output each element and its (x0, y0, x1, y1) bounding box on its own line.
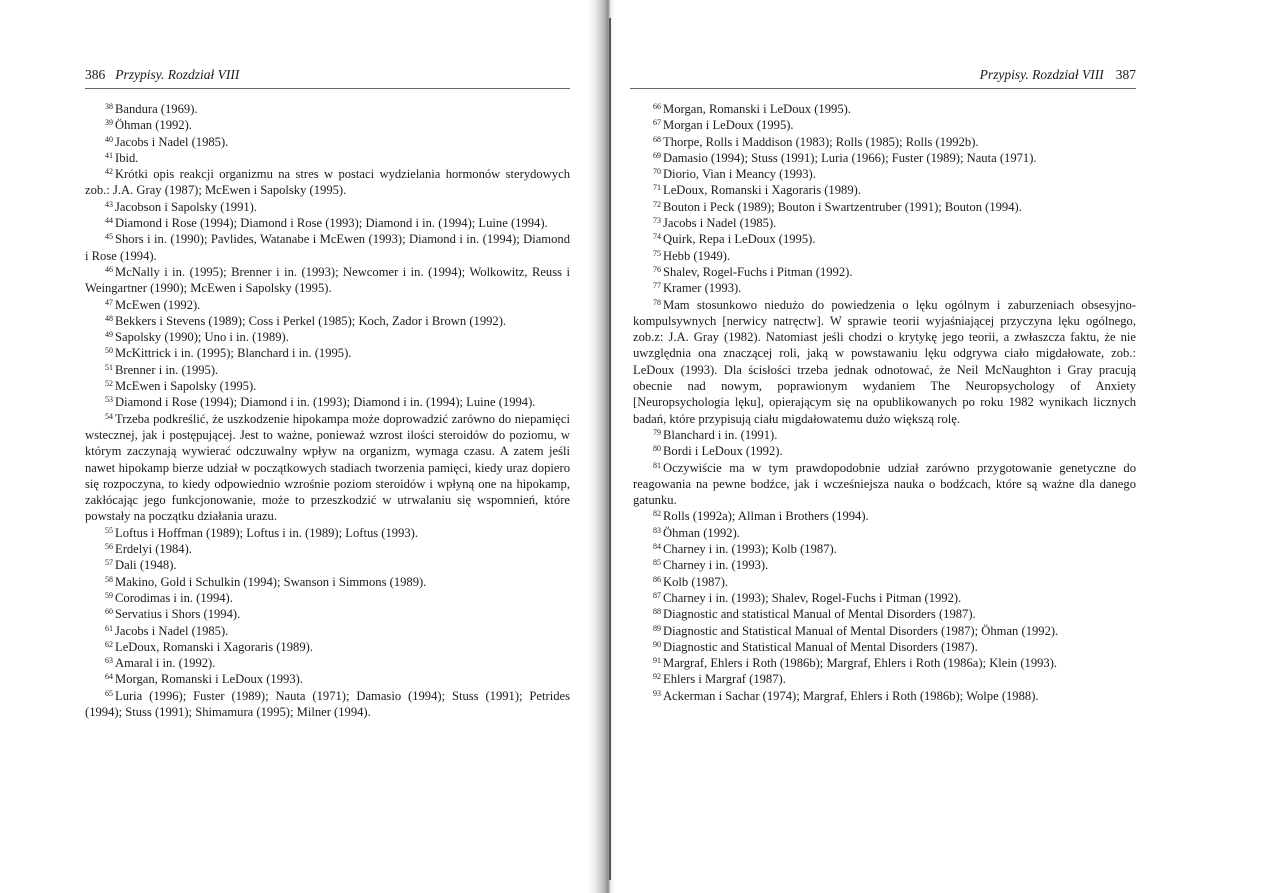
footnote-number: 66 (653, 102, 661, 111)
footnote (633, 166, 1136, 182)
footnote-text: Mam stosunkowo niedużo do powiedzenia o lęku ogólnym i zaburzeniach obsesyjno-kompulsywnych [nerwicy natręctw]. W sprawie teorii wyjaśniającej przyczyna lęku ogólnego, zob.z: J.A. Gray (1982). Natomiast jeśli chodzi o krytykę jego teorii, a zwłaszcza faktu, że nie uwzględnia ona znaczącej roli, jaką w powstawaniu lęku odgrywa ciało migdałowate, zob.: LeDoux (1993). Dla ścisłości trzeba jednak odnotować, że Neil McNaughton i Gray pracują obecnie nad nowym, poprawionym wydaniem The Neuropsychology of Anxiety [Neuropsychologia lęku], opierającym się na opublikowanych po roku 1982 wynikach licznych badań, które przypisują ciału migdałowatemu dużo większą rolę. (633, 297, 1136, 426)
footnote-text: Oczywiście ma w tym prawdopodobnie udział zarówno przygotowanie genetyczne do reagowania na pewne bodźce, jak i wcześniejsza nauka o bodźcach, które są ważne dla danego gatunku. (633, 460, 1136, 508)
footnote-text: Quirk, Repa i LeDoux (1995). (663, 232, 816, 247)
footnote-number: 61 (105, 623, 113, 633)
footnote-number: 64 (105, 672, 113, 682)
footnote-text: Blanchard i in. (1991). (663, 427, 778, 442)
footnote-number: 63 (105, 656, 113, 666)
footnote-text: Servatius i Shors (1994). (115, 607, 241, 622)
footnote-number: 65 (105, 688, 113, 698)
footnote-text: McNally i in. (1995); Brenner i in. (1993); Newcomer i in. (1994); Wolkowitz, Reuss i Weingartner (1990); McEwen i Sapolsky (1995). (85, 264, 570, 296)
footnote-number: 57 (105, 558, 113, 568)
footnote (85, 574, 570, 590)
footnote-number: 81 (653, 460, 661, 470)
footnote-text: Kolb (1987). (663, 574, 729, 589)
footnote-number: 60 (105, 607, 113, 617)
footnote-text: Loftus i Hoffman (1989); Loftus i in. (1989); Loftus (1993). (115, 525, 419, 540)
footnote-text: Bordi i LeDoux (1992). (663, 444, 783, 459)
footnote-number: 69 (653, 150, 661, 160)
footnote (633, 134, 1136, 150)
footnote-number: 84 (653, 542, 661, 552)
footnote-number: 89 (653, 623, 661, 633)
footnote-text: Hebb (1949). (663, 248, 731, 263)
left-running-head (85, 67, 570, 85)
footnote-number: 82 (653, 509, 661, 519)
footnote (85, 101, 570, 117)
footnote-text: Bouton i Peck (1989); Bouton i Swartzentruber (1991); Bouton (1994). (663, 199, 1022, 214)
footnote (633, 557, 1136, 573)
gutter-shadow-line (609, 18, 611, 880)
footnote-number: 58 (105, 574, 113, 584)
footnote-number: 40 (105, 134, 113, 144)
footnote (85, 525, 570, 541)
footnote (633, 623, 1136, 639)
footnote-text: Charney i in. (1993); Shalev, Rogel-Fuchs i Pitman (1992). (663, 590, 962, 605)
footnote (85, 231, 570, 264)
footnote-text: McEwen (1992). (115, 297, 201, 312)
footnote-number: 83 (653, 525, 661, 535)
footnote-text: Diamond i Rose (1994); Diamond i in. (1993); Diamond i in. (1994); Luine (1994). (115, 395, 536, 410)
footnote (85, 313, 570, 329)
footnote-number: 78 (653, 297, 661, 307)
footnote-text: Shalev, Rogel-Fuchs i Pitman (1992). (663, 264, 853, 279)
footnote-number: 44 (105, 216, 113, 226)
footnote-number: 48 (105, 313, 113, 323)
footnote-text: Jacobs i Nadel (1985). (663, 216, 777, 231)
footnote-number: 38 (105, 102, 113, 111)
footnote-number: 52 (105, 379, 113, 389)
footnote-text: LeDoux, Romanski i Xagoraris (1989). (663, 183, 861, 198)
footnote-number: 73 (653, 216, 661, 226)
footnote-number: 92 (653, 672, 661, 682)
footnote (633, 150, 1136, 166)
footnote (633, 525, 1136, 541)
footnote-number: 86 (653, 574, 661, 584)
footnote-number: 72 (653, 199, 661, 209)
footnote (633, 655, 1136, 671)
footnote-text: Morgan, Romanski i LeDoux (1993). (115, 672, 303, 687)
footnote (633, 248, 1136, 264)
footnote-text: Morgan, Romanski i LeDoux (1995). (663, 102, 851, 116)
footnote (633, 443, 1136, 459)
footnote-number: 67 (653, 118, 661, 128)
footnote-text: Jacobson i Sapolsky (1991). (115, 199, 258, 214)
footnote (85, 329, 570, 345)
footnote (633, 264, 1136, 280)
footnote (633, 182, 1136, 198)
footnote-number: 59 (105, 590, 113, 600)
footnote-number: 76 (653, 264, 661, 274)
footnote (85, 411, 570, 525)
footnote-text: Bekkers i Stevens (1989); Coss i Perkel (1985); Koch, Zador i Brown (1992). (115, 313, 507, 328)
footnote (85, 541, 570, 557)
footnote (633, 671, 1136, 687)
footnote-number: 42 (105, 167, 113, 177)
footnote-text: Diagnostic and Statistical Manual of Mental Disorders (1987). (663, 639, 978, 654)
footnote (85, 688, 570, 721)
footnote (85, 117, 570, 133)
footnote-number: 55 (105, 525, 113, 535)
footnote-number: 91 (653, 656, 661, 666)
footnote-number: 77 (653, 281, 661, 291)
left-page-number: 386 (85, 67, 106, 82)
footnote (633, 231, 1136, 247)
footnote (85, 166, 570, 199)
footnote-number: 90 (653, 639, 661, 649)
footnote-number: 50 (105, 346, 113, 356)
footnote (633, 460, 1136, 509)
footnote-number: 45 (105, 232, 113, 242)
footnote-text: Morgan i LeDoux (1995). (663, 118, 794, 133)
footnote-text: Trzeba podkreślić, że uszkodzenie hipokampa może doprowadzić zarówno do niepamięci wstecznej, jak i postępującej. Jest to ważne, ponieważ wzrost ilości steroidów do poziomu, w którym zaczynają wywierać odczuwalny wpływ na organizm, wymaga czasu. A zatem jeśli nawet hipokamp bierze udział w początkowych stadiach tworzenia pamięci, kiedy uraz dopiero się rozpoczyna, to kiedy odpowiednio wzrośnie poziom steroidów i wpłyną one na hipokamp, zakłócając jego funkcjonowanie, może to przeszkodzić w utrwalaniu się wspomnień, które powstały na początku działania urazu. (85, 411, 570, 524)
footnote-text: Öhman (1992). (663, 525, 740, 540)
left-footnotes (85, 101, 570, 720)
right-running-title: Przypisy. Rozdział VIII (979, 67, 1104, 82)
footnote (85, 378, 570, 394)
footnote-text: Damasio (1994); Stuss (1991); Luria (1966); Fuster (1989); Nauta (1971). (663, 150, 1037, 165)
footnote-number: 70 (653, 167, 661, 177)
footnote-number: 46 (105, 264, 113, 274)
footnote (633, 215, 1136, 231)
footnote-text: McKittrick i in. (1995); Blanchard i in. (1995). (115, 346, 352, 361)
footnote-text: Luria (1996); Fuster (1989); Nauta (1971); Damasio (1994); Stuss (1991); Petrides (1994); Stuss (1991); Shimamura (1995); Milner (1994). (85, 688, 570, 719)
left-header-rule (85, 88, 570, 89)
footnote (633, 297, 1136, 427)
footnote-text: Charney i in. (1993); Kolb (1987). (663, 542, 837, 557)
footnote (85, 623, 570, 639)
footnote (85, 215, 570, 231)
footnote (85, 297, 570, 313)
footnote (85, 134, 570, 150)
footnote (633, 688, 1136, 704)
footnote-number: 53 (105, 395, 113, 405)
footnote-text: Corodimas i in. (1994). (115, 590, 233, 605)
footnote-text: Öhman (1992). (115, 118, 192, 133)
book-gutter (588, 0, 616, 893)
footnote-text: Diagnostic and statistical Manual of Mental Disorders (1987). (663, 607, 976, 622)
footnote-text: Ehlers i Margraf (1987). (663, 672, 786, 687)
footnote (633, 541, 1136, 557)
footnote-text: Brenner i in. (1995). (115, 362, 219, 377)
footnote (85, 199, 570, 215)
footnote-number: 68 (653, 134, 661, 144)
footnote (85, 655, 570, 671)
footnote-number: 85 (653, 558, 661, 568)
right-header-rule (630, 88, 1136, 89)
footnote (85, 264, 570, 297)
right-page-number: 387 (1115, 67, 1136, 82)
footnote-number: 62 (105, 639, 113, 649)
footnote (85, 671, 570, 687)
footnote-number: 71 (653, 183, 661, 193)
footnote-number: 51 (105, 362, 113, 372)
footnote (633, 574, 1136, 590)
footnote (85, 606, 570, 622)
footnote (633, 280, 1136, 296)
footnote-number: 56 (105, 542, 113, 552)
footnote (633, 427, 1136, 443)
footnote-text: Shors i in. (1990); Pavlides, Watanabe i McEwen (1993); Diamond i in. (1994); Diamond i Rose (1994). (85, 232, 570, 263)
footnote-text: Amaral i in. (1992). (115, 656, 216, 671)
footnote (633, 590, 1136, 606)
footnote-text: Diamond i Rose (1994); Diamond i Rose (1993); Diamond i in. (1994); Luine (1994). (115, 216, 548, 231)
footnote-text: Diagnostic and Statistical Manual of Mental Disorders (1987); Öhman (1992). (663, 623, 1059, 638)
footnote-number: 49 (105, 330, 113, 340)
footnote-text: Erdelyi (1984). (115, 542, 192, 557)
footnote-text: Makino, Gold i Schulkin (1994); Swanson i Simmons (1989). (115, 574, 427, 589)
footnote-text: Ibid. (115, 150, 139, 165)
footnote (85, 394, 570, 410)
footnote-text: Diorio, Vian i Meancy (1993). (663, 167, 816, 182)
footnote (85, 639, 570, 655)
footnote-text: Rolls (1992a); Allman i Brothers (1994). (663, 509, 869, 524)
footnote-number: 39 (105, 118, 113, 128)
right-page (620, 0, 1266, 893)
footnote (633, 199, 1136, 215)
right-footnotes (633, 101, 1136, 704)
footnote-number: 80 (653, 444, 661, 454)
footnote (633, 117, 1136, 133)
footnote (633, 508, 1136, 524)
footnote-number: 47 (105, 297, 113, 307)
footnote-text: Charney i in. (1993). (663, 558, 769, 573)
footnote-number: 75 (653, 248, 661, 258)
footnote-number: 43 (105, 199, 113, 209)
footnote-number: 74 (653, 232, 661, 242)
footnote-text: Thorpe, Rolls i Maddison (1983); Rolls (1985); Rolls (1992b). (663, 134, 979, 149)
footnote-number: 54 (105, 411, 113, 421)
footnote-text: Margraf, Ehlers i Roth (1986b); Margraf, Ehlers i Roth (1986a); Klein (1993). (663, 656, 1058, 671)
footnote-text: Kramer (1993). (663, 281, 742, 296)
left-running-title: Przypisy. Rozdział VIII (115, 67, 240, 82)
footnote-number: 79 (653, 427, 661, 437)
footnote (633, 606, 1136, 622)
footnote (85, 590, 570, 606)
right-running-head (630, 67, 1136, 85)
footnote (85, 150, 570, 166)
footnote-number: 41 (105, 150, 113, 160)
footnote-text: Ackerman i Sachar (1974); Margraf, Ehlers i Roth (1986b); Wolpe (1988). (663, 688, 1039, 703)
footnote-number: 88 (653, 607, 661, 617)
footnote-number: 93 (653, 688, 661, 698)
left-page (0, 0, 590, 893)
footnote (633, 101, 1136, 117)
footnote (85, 345, 570, 361)
footnote-text: Sapolsky (1990); Uno i in. (1989). (115, 330, 289, 345)
footnote-text: Bandura (1969). (115, 102, 198, 116)
footnote-text: Krótki opis reakcji organizmu na stres w postaci wydzielania hormonów sterydowych zob.: J.A. Gray (1987); McEwen i Sapolsky (1995). (85, 167, 570, 198)
footnote (85, 362, 570, 378)
footnote-text: Jacobs i Nadel (1985). (115, 134, 229, 149)
footnote (85, 557, 570, 573)
footnote-text: McEwen i Sapolsky (1995). (115, 379, 257, 394)
footnote-text: Jacobs i Nadel (1985). (115, 623, 229, 638)
footnote-text: Dali (1948). (115, 558, 177, 573)
footnote-text: LeDoux, Romanski i Xagoraris (1989). (115, 639, 313, 654)
footnote-number: 87 (653, 590, 661, 600)
footnote (633, 639, 1136, 655)
